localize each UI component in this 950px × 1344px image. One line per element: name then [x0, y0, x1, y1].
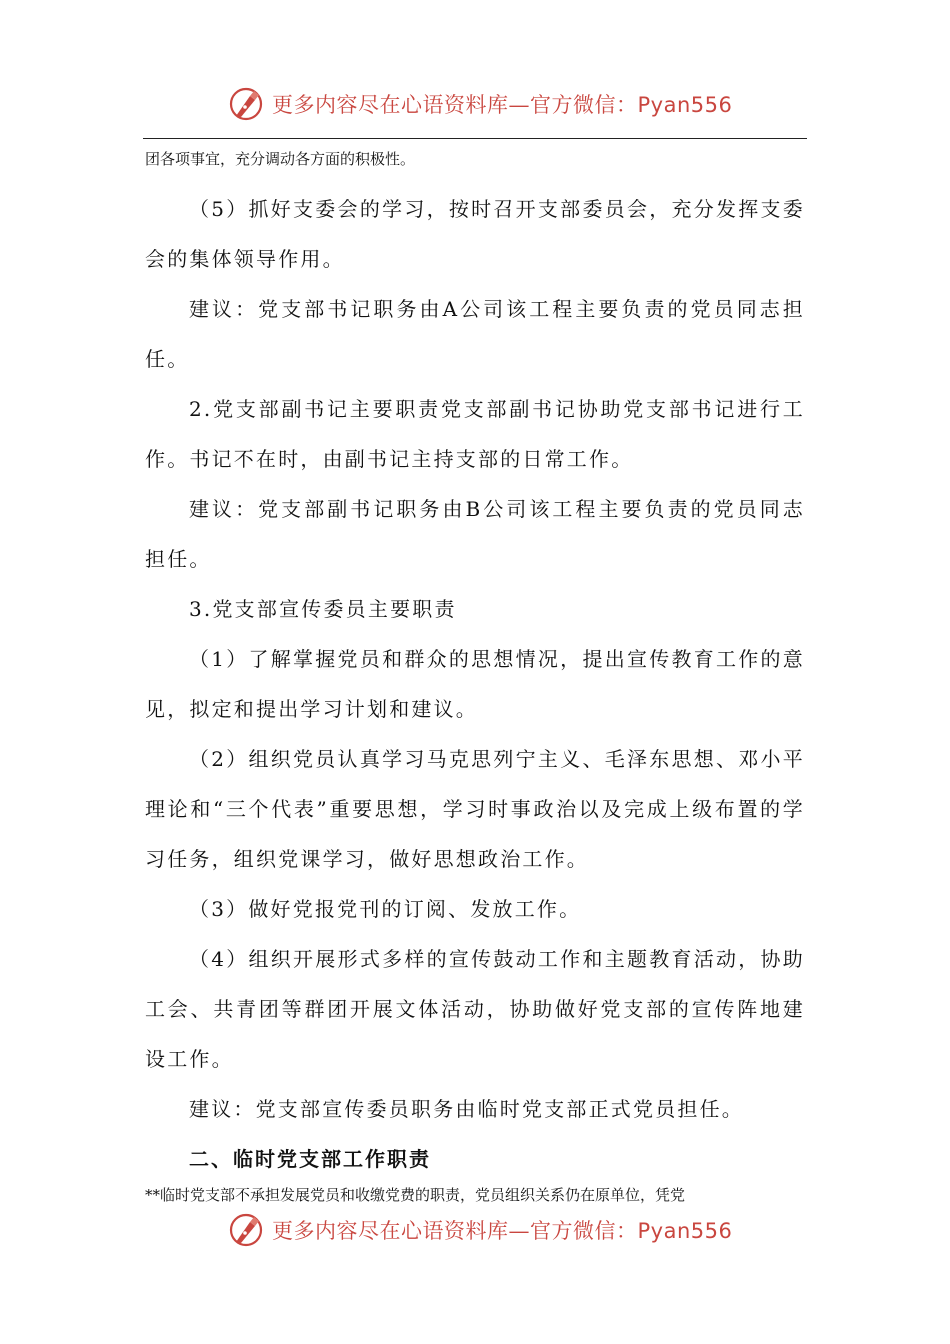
header-banner — [228, 82, 732, 126]
header-divider — [143, 138, 807, 139]
document-body — [145, 148, 805, 1206]
paragraph-3: 2.党支部副书记主要职责党支部副书记协助党支部书记进行工作。书记不在时，由副书记主持支部的日常工作。 — [145, 397, 805, 471]
paragraph-7: （2）组织党员认真学习马克思列宁主义、毛泽东思想、邓小平理论和“三个代表”重要思想，学习时事政治以及完成上级布置的学习任务，组织党课学习，做好思想政治工作。 — [145, 747, 805, 871]
paragraph-5: 3.党支部宣传委员主要职责 — [189, 597, 457, 621]
pen-nib-logo-icon — [228, 86, 264, 122]
wechat-account: Pyan556 — [637, 93, 733, 117]
paragraph-1: （5）抓好支委会的学习，按时召开支部委员会，充分发挥支委会的集体领导作用。 — [145, 197, 805, 271]
paragraph-8: （3）做好党报党刊的订阅、发放工作。 — [189, 897, 582, 921]
pen-nib-logo-icon — [228, 1212, 264, 1248]
paragraph-4: 建议：党支部副书记职务由B公司该工程主要负责的党员同志担任。 — [145, 497, 805, 571]
paragraph-6: （1）了解掌握党员和群众的思想情况，提出宣传教育工作的意见，拟定和提出学习计划和建议。 — [145, 647, 805, 721]
paragraph-9: （4）组织开展形式多样的宣传鼓动工作和主题教育活动，协助工会、共青团等群团开展文体活动，协助做好党支部的宣传阵地建设工作。 — [145, 947, 805, 1071]
paragraph-2: 建议：党支部书记职务由A公司该工程主要负责的党员同志担任。 — [145, 297, 805, 371]
wechat-account: Pyan556 — [637, 1219, 733, 1243]
continuation-line: 团各项事宜，充分调动各方面的积极性。 — [145, 150, 416, 168]
banner-text: 更多内容尽在心语资料库—官方微信：Pyan556 — [272, 1219, 733, 1243]
footnote-line: **临时党支部不承担发展党员和收缴党费的职责，党员组织关系仍在原单位，凭党 — [145, 1186, 686, 1204]
section-heading: 二、临时党支部工作职责 — [189, 1147, 431, 1171]
footer-banner — [228, 1208, 732, 1252]
banner-text: 更多内容尽在心语资料库—官方微信：Pyan556 — [272, 93, 733, 117]
paragraph-10: 建议：党支部宣传委员职务由临时党支部正式党员担任。 — [189, 1097, 744, 1121]
